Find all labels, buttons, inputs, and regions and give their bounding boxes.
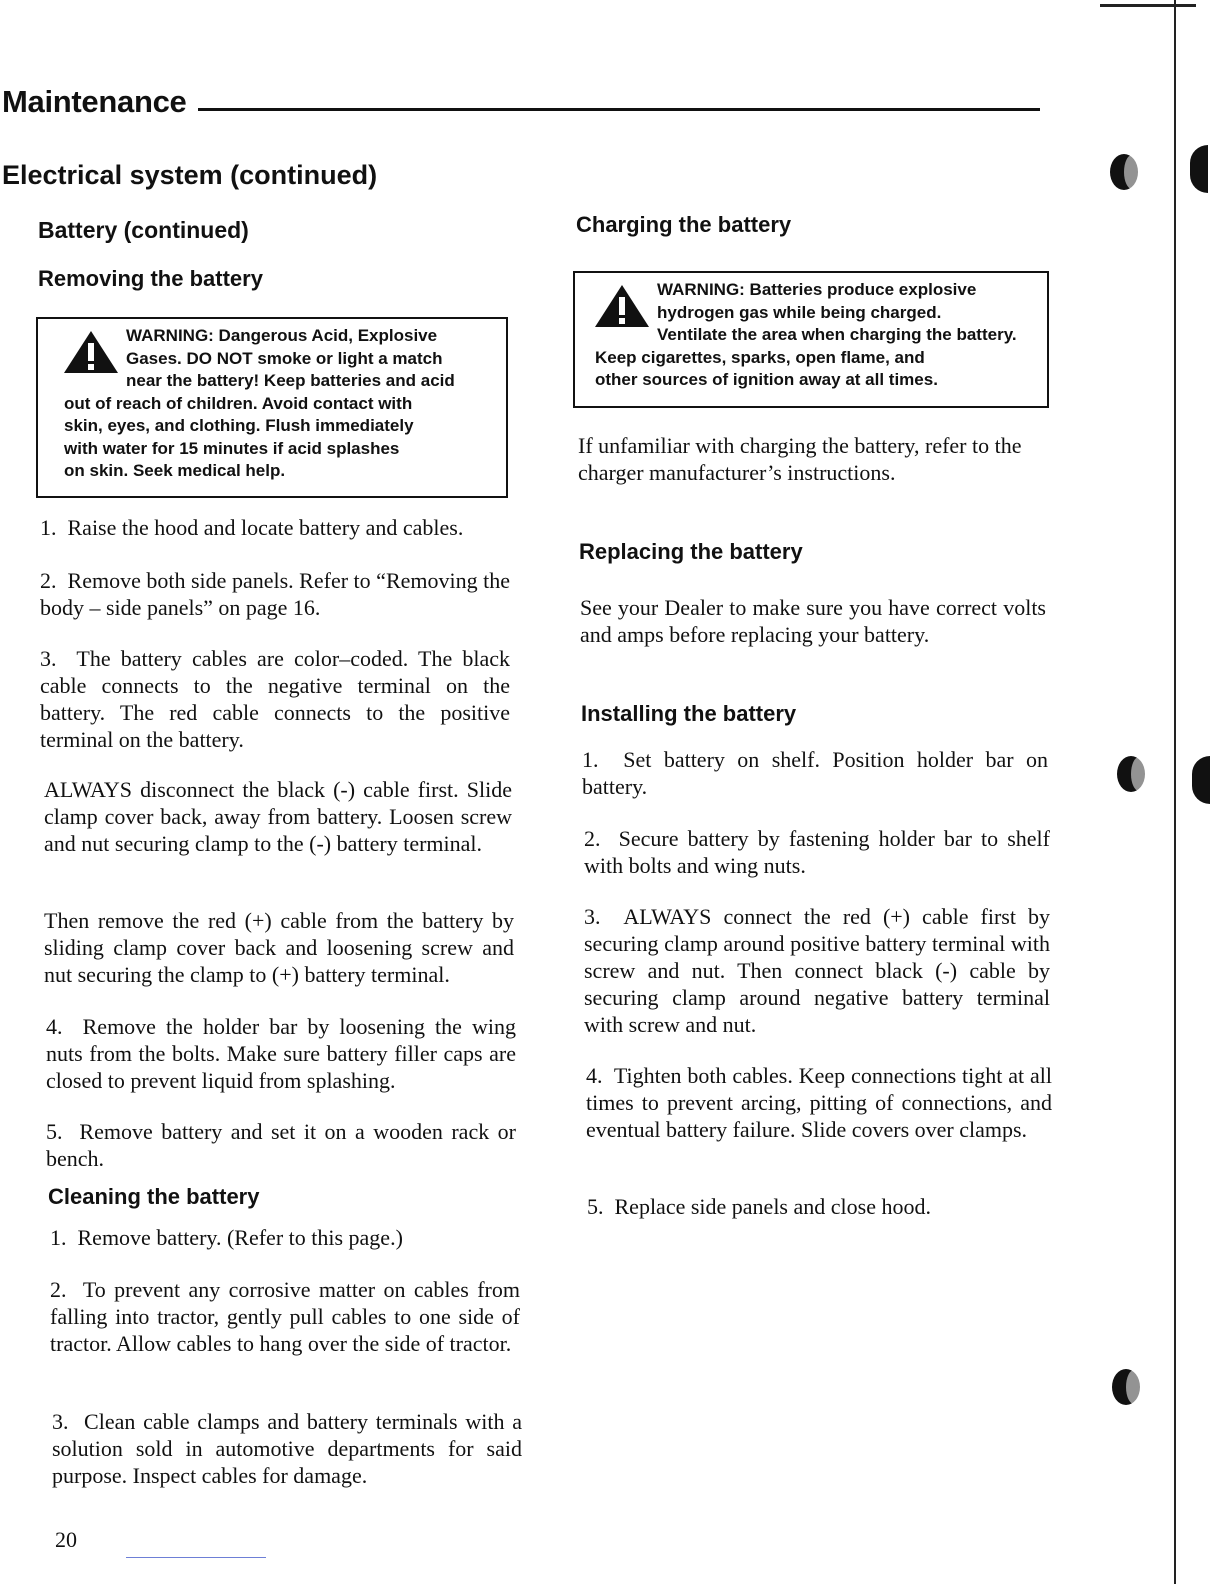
- installing-step: 3. ALWAYS connect the red (+) cable first by securing clamp around positive battery terminal with screw and nut. Then connect black (-) cable by securing clamp around negative battery terminal with screw and nut.: [584, 904, 1050, 1037]
- page-spine-line: [1174, 0, 1176, 1584]
- installing-step: 2. Secure battery by fastening holder bar to shelf with bolts and wing nuts.: [584, 826, 1050, 878]
- removing-paragraph: ALWAYS disconnect the black (-) cable first. Slide clamp cover back, away from battery. Loosen screw and nut securing clamp to the (-) battery terminal.: [44, 777, 512, 856]
- installing-heading: Installing the battery: [581, 701, 797, 726]
- page-corner-line: [1100, 4, 1196, 7]
- warning-triangle-icon: [62, 329, 120, 375]
- binder-hole-icon: [1115, 752, 1151, 796]
- title-rule: [198, 108, 1040, 111]
- cleaning-step: 2. To prevent any corrosive matter on cables from falling into tractor, gently pull cables to one side of tractor. Allow cables to hang over the side of tractor.: [50, 1277, 520, 1356]
- replacing-heading: Replacing the battery: [579, 539, 803, 564]
- cleaning-step: 1. Remove battery. (Refer to this page.): [50, 1225, 403, 1250]
- footer-rule: [126, 1557, 266, 1558]
- installing-step: 4. Tighten both cables. Keep connections tight at all times to prevent arcing, pitting of connections, and eventual battery failure. Slide covers over clamps.: [586, 1063, 1052, 1142]
- section-title: Electrical system (continued): [2, 160, 378, 190]
- removing-step: 3. The battery cables are color–coded. The black cable connects to the negative terminal on the battery. The red cable connects to the positive terminal on the battery.: [40, 646, 510, 752]
- cleaning-heading: Cleaning the battery: [48, 1184, 260, 1209]
- removing-step: 1. Raise the hood and locate battery and cables.: [40, 515, 464, 540]
- binder-hole-icon: [1110, 1365, 1146, 1409]
- warning-box-hydrogen: [573, 271, 1049, 408]
- removing-heading: Removing the battery: [38, 266, 263, 291]
- battery-heading: Battery (continued): [38, 217, 249, 243]
- warning-line: on skin. Seek medical help.: [64, 461, 286, 480]
- binder-tab-mark: [1192, 756, 1210, 804]
- warning-line: skin, eyes, and clothing. Flush immediately: [64, 416, 414, 435]
- removing-paragraph: Then remove the red (+) cable from the battery by sliding clamp cover back and loosening screw and nut securing the clamp to (+) battery terminal.: [44, 908, 514, 987]
- warning-line: near the battery! Keep batteries and acid: [126, 371, 455, 390]
- warning-line: Ventilate the area when charging the battery.: [657, 325, 1017, 344]
- binder-hole-icon: [1108, 150, 1144, 194]
- warning-line: with water for 15 minutes if acid splashes: [64, 438, 400, 458]
- page-title: Maintenance: [2, 84, 187, 119]
- warning-triangle-icon: [593, 283, 651, 329]
- warning-line: out of reach of children. Avoid contact with: [64, 393, 413, 413]
- warning-line: hydrogen gas while being charged.: [657, 302, 942, 322]
- page-number: 20: [55, 1527, 77, 1552]
- installing-step: 1. Set battery on shelf. Position holder bar on battery.: [582, 747, 1048, 799]
- charging-heading: Charging the battery: [576, 212, 792, 237]
- warning-line: WARNING: Batteries produce explosive: [657, 280, 977, 299]
- removing-step: 2. Remove both side panels. Refer to “Removing the body – side panels” on page 16.: [40, 568, 510, 620]
- removing-step: 5. Remove battery and set it on a wooden rack or bench.: [46, 1119, 516, 1171]
- replacing-text: See your Dealer to make sure you have correct volts and amps before replacing your battery.: [580, 595, 1046, 647]
- installing-step: 5. Replace side panels and close hood.: [587, 1194, 931, 1219]
- warning-line: Gases. DO NOT smoke or light a match: [126, 348, 443, 368]
- warning-line: Keep cigarettes, sparks, open flame, and: [595, 347, 925, 367]
- warning-line: WARNING: Dangerous Acid, Explosive: [126, 326, 438, 345]
- binder-tab-mark: [1190, 145, 1208, 193]
- cleaning-step: 3. Clean cable clamps and battery terminals with a solution sold in automotive departments for said purpose. Inspect cables for damage.: [52, 1409, 522, 1488]
- warning-box-acid: [36, 317, 508, 498]
- removing-step: 4. Remove the holder bar by loosening the wing nuts from the bolts. Make sure battery filler caps are closed to prevent liquid from splashing.: [46, 1014, 516, 1093]
- charging-text: If unfamiliar with charging the battery, refer to the charger manufacturer’s instructions.: [578, 433, 1022, 485]
- warning-line: other sources of ignition away at all times.: [595, 370, 938, 389]
